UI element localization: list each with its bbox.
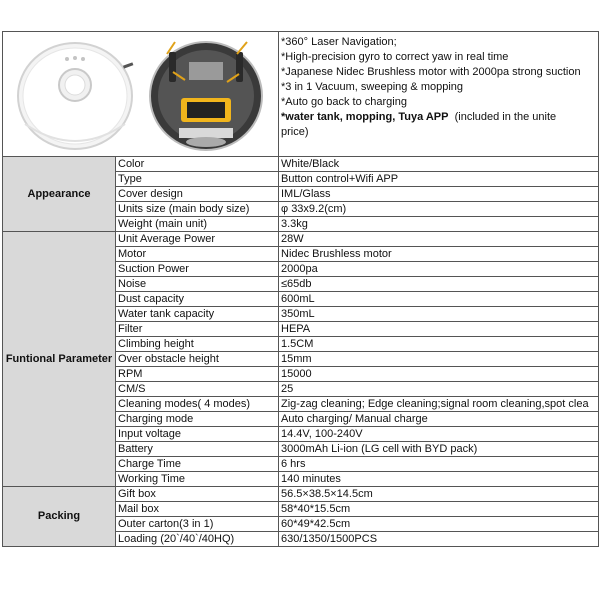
spec-value: Button control+Wifi APP (279, 172, 599, 187)
product-images-cell (3, 32, 279, 157)
feature-rest-text: (included in the unite (454, 111, 557, 123)
feature-item: *High-precision gyro to correct yaw in real time (281, 51, 509, 63)
spec-table (2, 31, 599, 547)
spec-label: Suction Power (116, 262, 279, 277)
spec-label: Units size (main body size) (116, 202, 279, 217)
spec-value: 350mL (279, 307, 599, 322)
spec-label: Climbing height (116, 337, 279, 352)
spec-value: 25 (279, 382, 599, 397)
spec-value: 14.4V, 100-240V (279, 427, 599, 442)
spec-label: Type (116, 172, 279, 187)
robot-vacuum-bottom-view (150, 42, 262, 150)
spec-label: Cleaning modes( 4 modes) (116, 397, 279, 412)
spec-label: Charge Time (116, 457, 279, 472)
spec-sheet (2, 31, 598, 547)
spec-row (3, 157, 599, 172)
spec-label: Cover design (116, 187, 279, 202)
spec-label: Mail box (116, 502, 279, 517)
spec-label: RPM (116, 367, 279, 382)
spec-value: 3.3kg (279, 217, 599, 232)
spec-value: White/Black (279, 157, 599, 172)
spec-label: Filter (116, 322, 279, 337)
spec-label: CM/S (116, 382, 279, 397)
spec-value: HEPA (279, 322, 599, 337)
spec-value: 630/1350/1500PCS (279, 532, 599, 547)
spec-value: 56.5×38.5×14.5cm (279, 487, 599, 502)
spec-label: Dust capacity (116, 292, 279, 307)
product-photos (3, 32, 276, 156)
spec-label: Water tank capacity (116, 307, 279, 322)
feature-item-continuation: price) (281, 126, 309, 138)
feature-item: *360° Laser Navigation; (281, 36, 397, 48)
product-image-row (3, 32, 599, 157)
spec-value: Auto charging/ Manual charge (279, 412, 599, 427)
spec-value: Zig-zag cleaning; Edge cleaning;signal room cleaning,spot clea (279, 397, 599, 412)
spec-value: 28W (279, 232, 599, 247)
spec-value: 1.5CM (279, 337, 599, 352)
feature-item: *3 in 1 Vacuum, sweeping & mopping (281, 81, 464, 93)
spec-value: 15mm (279, 352, 599, 367)
spec-label: Over obstacle height (116, 352, 279, 367)
spec-label: Working Time (116, 472, 279, 487)
group-title: Packing (3, 487, 116, 547)
spec-value: 60*49*42.5cm (279, 517, 599, 532)
spec-value: φ 33x9.2(cm) (279, 202, 599, 217)
product-features-cell (279, 32, 599, 157)
spec-value: 6 hrs (279, 457, 599, 472)
spec-label: Battery (116, 442, 279, 457)
spec-label: Loading (20`/40`/40HQ) (116, 532, 279, 547)
feature-item: *Auto go back to charging (281, 96, 407, 108)
spec-value: 140 minutes (279, 472, 599, 487)
spec-value: 58*40*15.5cm (279, 502, 599, 517)
spec-label: Input voltage (116, 427, 279, 442)
group-title: Appearance (3, 157, 116, 232)
spec-label: Gift box (116, 487, 279, 502)
feature-list (281, 35, 596, 110)
spec-label: Motor (116, 247, 279, 262)
spec-label: Weight (main unit) (116, 217, 279, 232)
spec-label: Unit Average Power (116, 232, 279, 247)
spec-value: IML/Glass (279, 187, 599, 202)
feature-item: *Japanese Nidec Brushless motor with 2000pa strong suction (281, 66, 581, 78)
spec-label: Color (116, 157, 279, 172)
spec-value: Nidec Brushless motor (279, 247, 599, 262)
spec-value: 600mL (279, 292, 599, 307)
spec-value: 15000 (279, 367, 599, 382)
spec-value: ≤65db (279, 277, 599, 292)
spec-label: Outer carton(3 in 1) (116, 517, 279, 532)
group-title: Funtional Parameter (3, 232, 116, 487)
feature-bold-text: *water tank, mopping, Tuya APP (281, 111, 449, 123)
feature-item (281, 110, 596, 125)
spec-value: 2000pa (279, 262, 599, 277)
spec-label: Charging mode (116, 412, 279, 427)
spec-row (3, 232, 599, 247)
spec-value: 3000mAh Li-ion (LG cell with BYD pack) (279, 442, 599, 457)
robot-vacuum-top-view (18, 43, 133, 149)
spec-label: Noise (116, 277, 279, 292)
spec-row (3, 487, 599, 502)
